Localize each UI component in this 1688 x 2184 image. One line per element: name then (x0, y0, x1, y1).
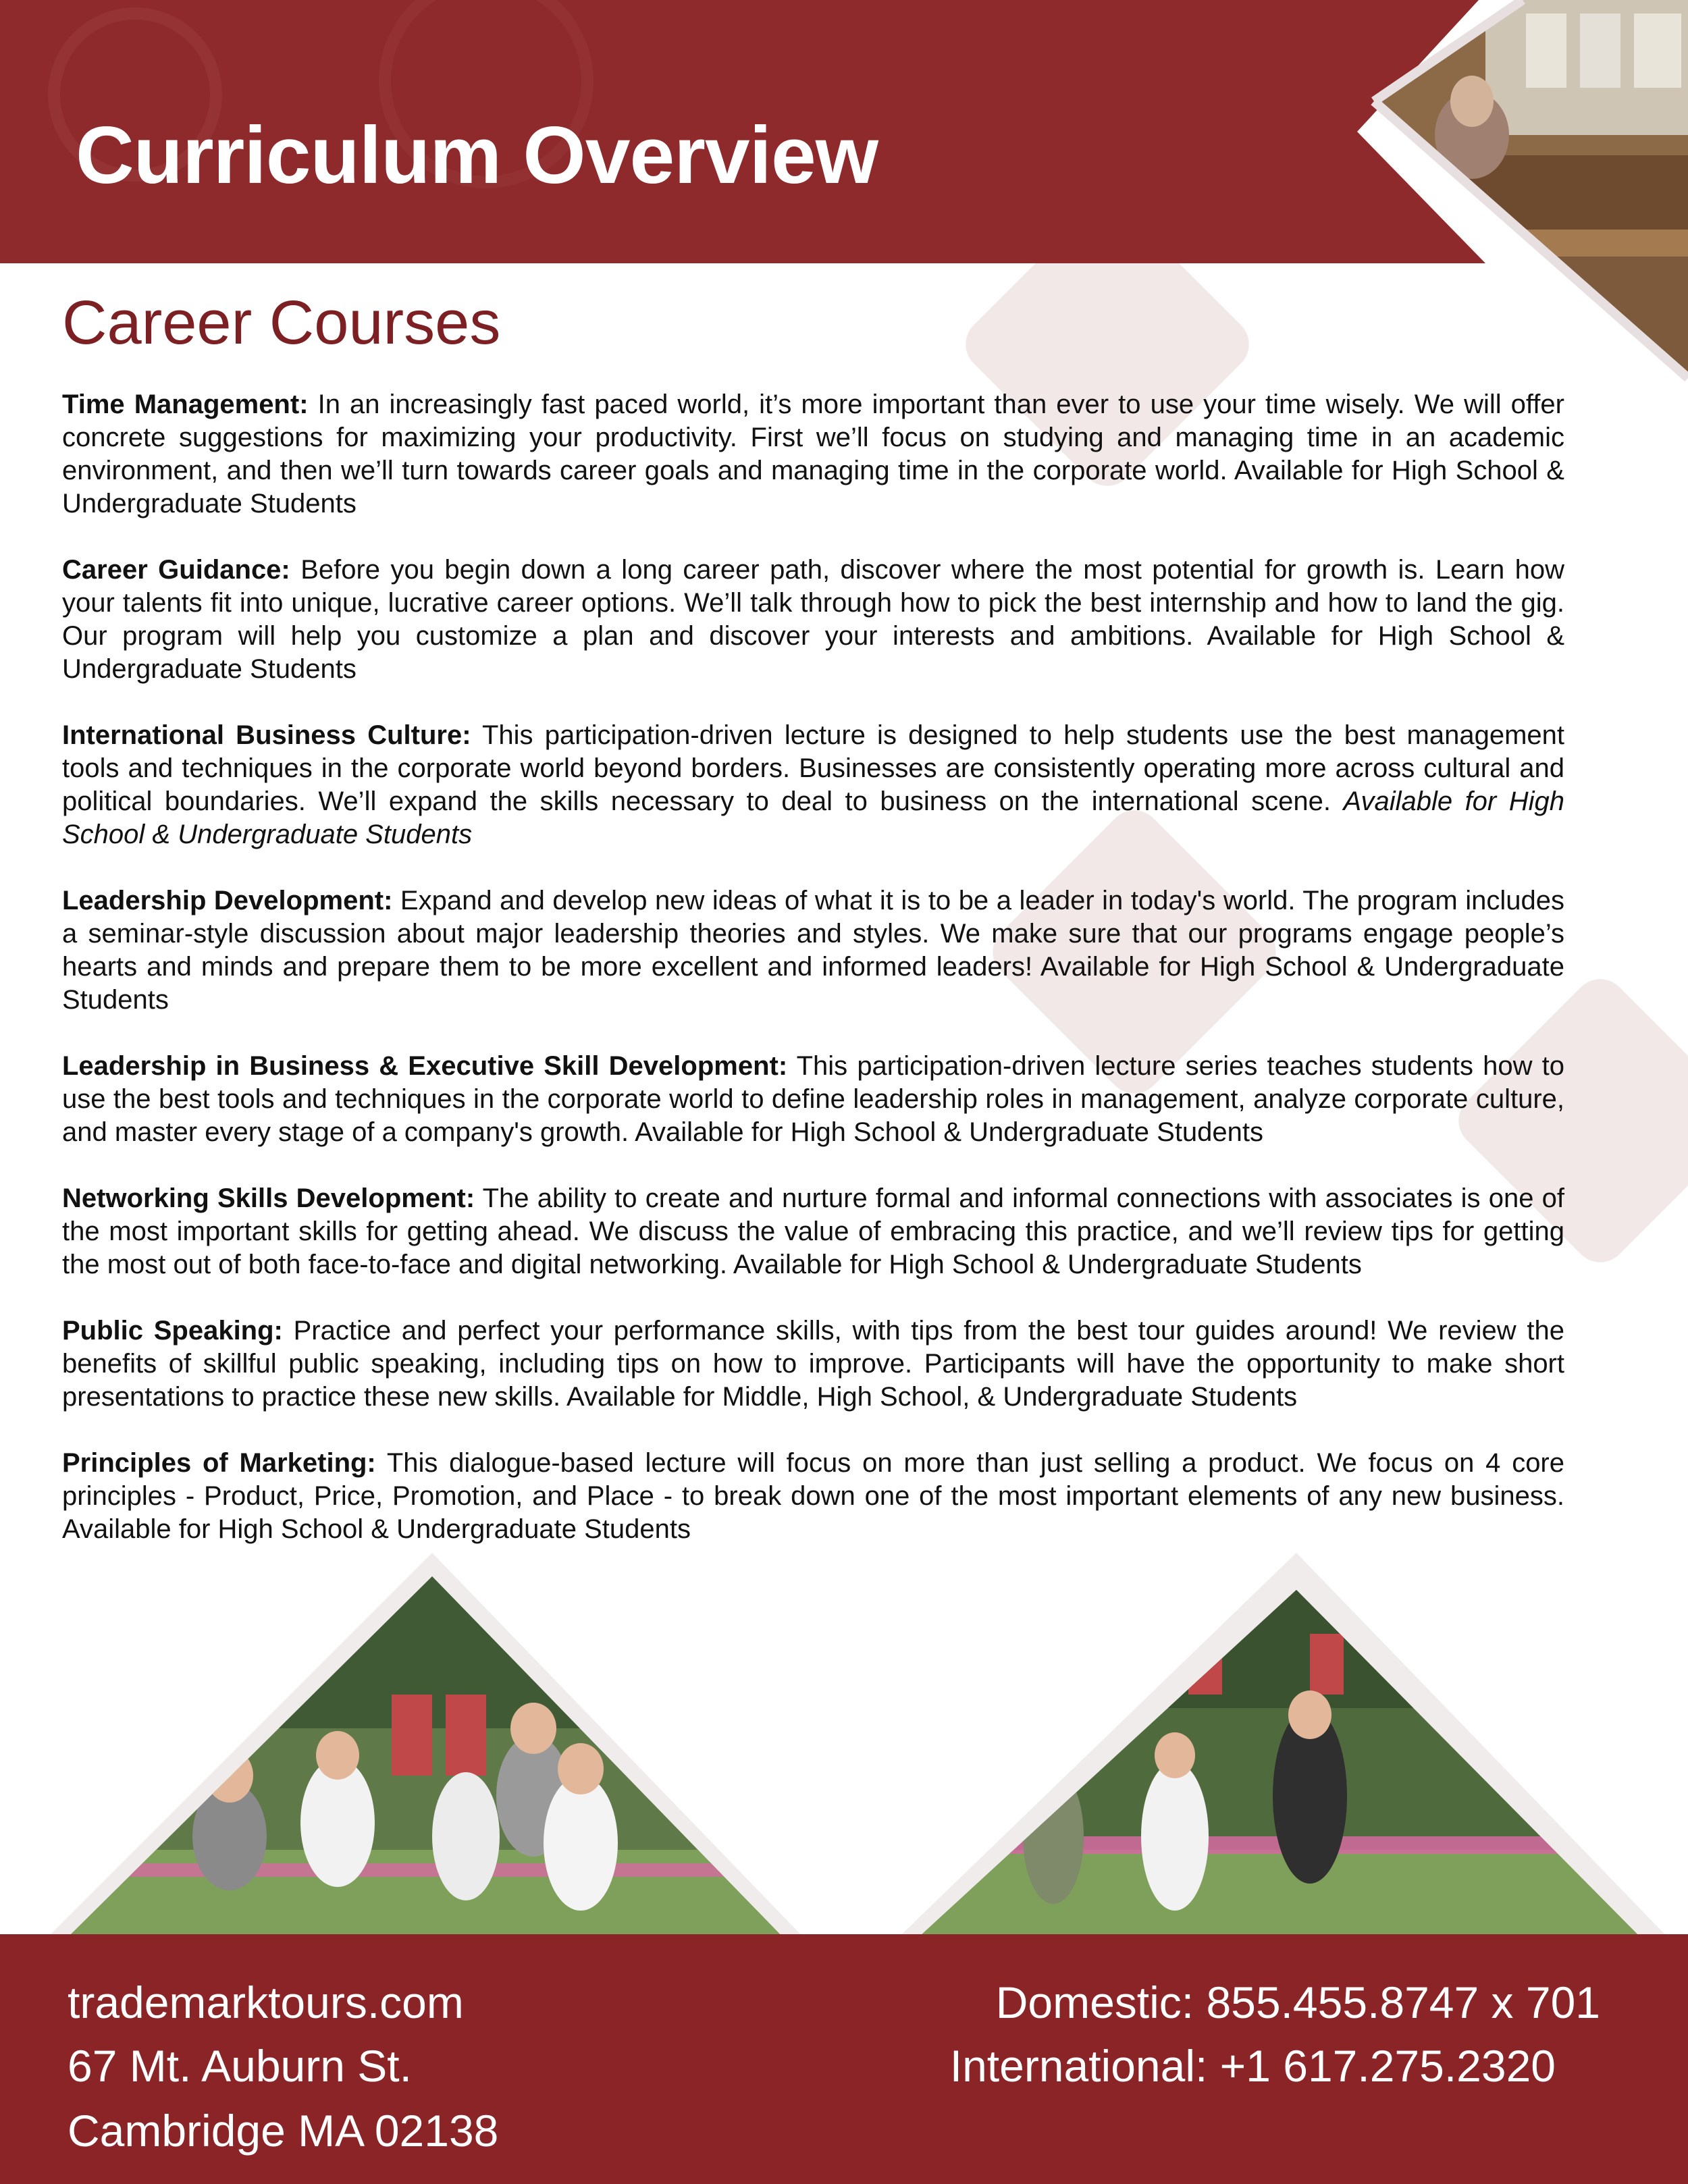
website-link[interactable]: trademarktours.com (68, 1977, 464, 2027)
course-name: Public Speaking: (62, 1316, 283, 1346)
students-photo-left (0, 1553, 810, 1944)
course-item (62, 1447, 1564, 1546)
street-address: 67 Mt. Auburn St. (68, 2041, 412, 2091)
course-item (62, 388, 1564, 521)
course-description: This dialogue-based lecture will focus on more than just selling a product. We focus on 4 core principles - Product, Price, Promotion, and Place - to break down one of the most important elements of any new business. Available for High School & Undergraduate Students (62, 1448, 1565, 1544)
city-address: Cambridge MA 02138 (68, 2106, 499, 2156)
course-name: Time Management: (62, 390, 309, 419)
course-list (62, 388, 1564, 1579)
course-description: This participation-driven lecture is designed to help students use the best management tools and techniques in the corporate world beyond borders. Businesses are consistently operating more across cultural and political boundaries. We’ll expand the skills necessary to deal to business on the international scene. (62, 720, 1565, 816)
domestic-phone: Domestic: 855.455.8747 x 701 (995, 1977, 1600, 2027)
course-item (62, 884, 1564, 1017)
course-name: Career Guidance: (62, 555, 290, 585)
course-item (62, 1050, 1564, 1149)
international-phone: International: +1 617.275.2320 (949, 2041, 1556, 2091)
course-name: Principles of Marketing: (62, 1448, 376, 1478)
course-description: Expand and develop new ideas of what it is to be a leader in today's world. The program includes a seminar-style discussion about major leadership theories and styles. We make sure that our programs engage people’s hearts and minds and prepare them to be more excellent and informed leaders! Available for High School & Undergraduate Students (62, 886, 1564, 1015)
course-item (62, 719, 1564, 851)
course-availability: Available for High School & Undergraduate Students (62, 787, 1564, 849)
footer (0, 1934, 1688, 2184)
course-description: This participation-driven lecture series teaches students how to use the best tools and techniques in the corporate world to define leadership roles in management, analyze corporate culture, and master every stage of a company's growth. Available for High School & Undergraduate Students (62, 1051, 1564, 1147)
section-title: Career Courses (62, 288, 501, 357)
course-item (62, 1182, 1564, 1281)
course-item (62, 1314, 1564, 1414)
course-name: Networking Skills Development: (62, 1183, 475, 1213)
course-item (62, 554, 1564, 686)
course-name: Leadership Development: (62, 886, 393, 915)
classroom-photo (1350, 0, 1688, 392)
page-title: Curriculum Overview (76, 110, 878, 201)
course-name: International Business Culture: (62, 720, 471, 750)
course-name: Leadership in Business & Executive Skill Development: (62, 1051, 788, 1081)
course-description: The ability to create and nurture formal and informal connections with associates is one of the most important skills for getting ahead. We discuss the value of embracing this practice, and we’ll review tips for getting the most out of both face-to-face and digital networking. Available for High School & Undergraduate Students (62, 1183, 1565, 1279)
course-description: Practice and perfect your performance skills, with tips from the best tour guides around! We review the benefits of skillful public speaking, including tips on how to improve. Participants will have the opportunity to make short presentations to practice these new skills. Available for Middle, High School, & Undergraduate Students (62, 1316, 1564, 1412)
course-description: Before you begin down a long career path, discover where the most potential for growth is. Learn how your talents fit into unique, lucrative career options. We’ll talk through how to pick the best internship and how to land the gig. Our program will help you customize a plan and discover your interests and ambitions. Available for High School & Undergraduate Students (62, 555, 1565, 684)
course-description: In an increasingly fast paced world, it’s more important than ever to use your time wisely. We will offer concrete suggestions for maximizing your productivity. First we’ll focus on studying and managing time in an academic environment, and then we’ll turn towards career goals and managing time in the corporate world. Available for High School & Undergraduate Students (62, 390, 1564, 518)
students-photo-right (878, 1553, 1688, 1944)
